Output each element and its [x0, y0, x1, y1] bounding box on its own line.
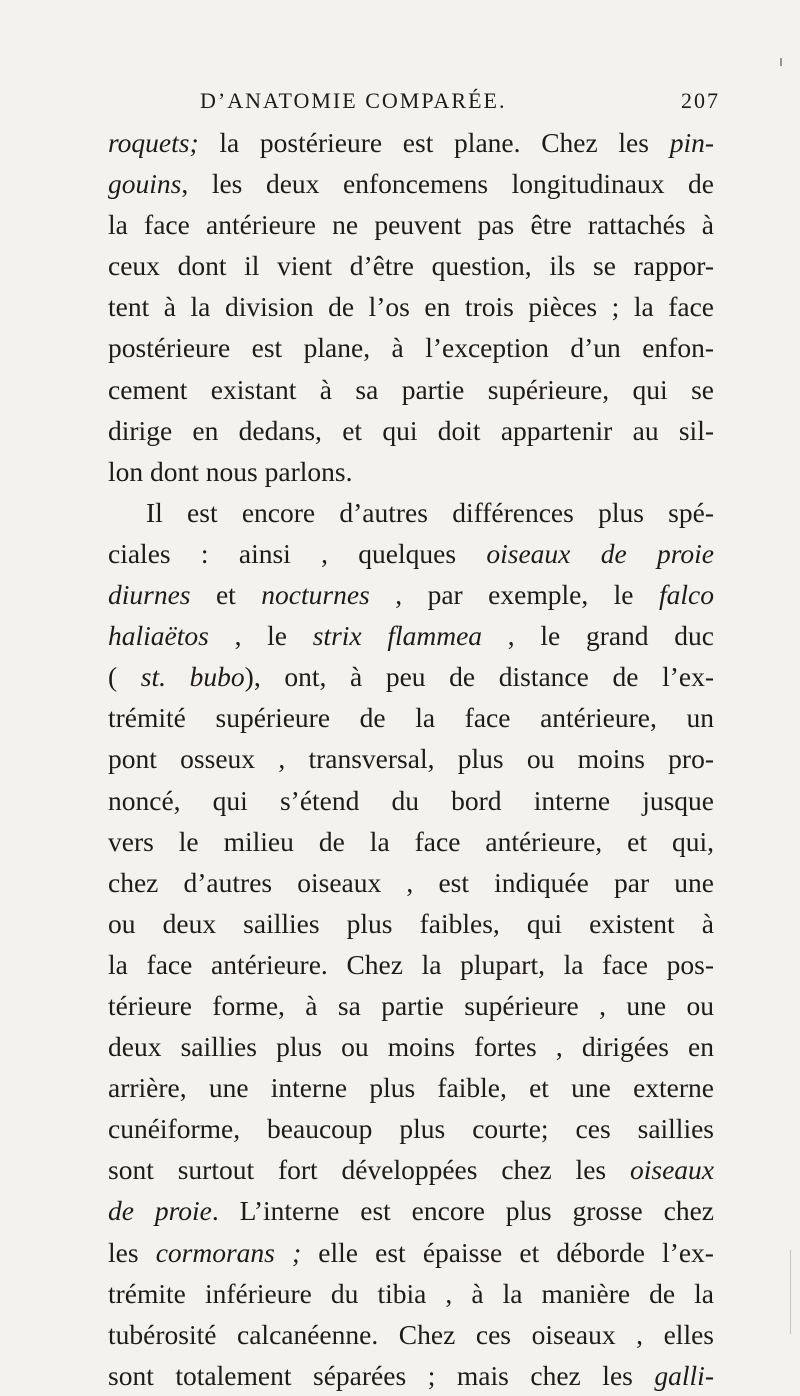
italic-text: cormorans ;	[155, 1236, 302, 1268]
italic-text: falco	[659, 579, 714, 611]
text-run: , le	[208, 620, 313, 652]
text-run: postérieure est plane, à l’exception d’un enfon-	[108, 332, 714, 364]
italic-text: haliaëtos	[108, 620, 209, 652]
text-run: , le grand duc	[482, 620, 714, 652]
text-line	[108, 286, 714, 327]
italic-text: de proie	[108, 1195, 212, 1227]
text-run: deux saillies plus ou moins fortes , dirigées en	[108, 1031, 714, 1063]
text-run: cement existant à sa partie supérieure, qui se	[108, 373, 714, 405]
text-run: la postérieure est plane. Chez les	[198, 127, 670, 158]
text-line	[108, 1190, 714, 1231]
text-run: cunéiforme, beaucoup plus courte; ces saillies	[108, 1113, 714, 1145]
running-title: D’ANATOMIE COMPARÉE.	[200, 88, 507, 113]
page-edge-rule	[790, 1250, 791, 1334]
text-line	[108, 780, 714, 821]
text-run: noncé, qui s’étend du bord interne jusque	[108, 784, 714, 816]
text-run: Il est encore d’autres différences plus spé-	[146, 496, 714, 528]
italic-text: roquets;	[108, 127, 199, 158]
text-run: la face antérieure. Chez la plupart, la face pos-	[108, 948, 714, 980]
text-run: pont osseux , transversal, plus ou moins pro-	[108, 743, 714, 775]
margin-mark	[780, 58, 782, 66]
text-run: la face antérieure ne peuvent pas être rattachés à	[108, 209, 714, 241]
text-line	[108, 697, 714, 738]
text-run: lon dont nous parlons.	[108, 455, 353, 487]
text-line	[108, 533, 714, 574]
text-line	[108, 574, 714, 615]
text-run: elle est épaisse et déborde l’ex-	[301, 1236, 714, 1268]
text-line	[108, 122, 714, 163]
text-run: , les deux enfoncemens longitudinaux de	[181, 168, 714, 200]
text-run: tent à la division de l’os en trois pièces ; la face	[108, 291, 714, 323]
text-run: chez d’autres oiseaux , est indiquée par une	[108, 866, 714, 898]
running-head	[200, 88, 720, 118]
italic-text: strix flammea	[312, 620, 483, 652]
text-line	[108, 903, 714, 944]
text-line	[108, 163, 714, 204]
text-line	[108, 1273, 714, 1314]
text-run: , par exemple, le	[369, 579, 659, 611]
text-line	[108, 410, 714, 451]
text-run: arrière, une interne plus faible, et une externe	[108, 1072, 714, 1104]
text-run: ou deux saillies plus faibles, qui existent à	[108, 907, 714, 939]
text-run: tubérosité calcanéenne. Chez ces oiseaux , elles	[108, 1318, 714, 1350]
text-line	[108, 451, 714, 492]
text-run: sont surtout fort développées chez les	[108, 1154, 630, 1186]
text-run: ), ont, à peu de distance de l’ex-	[244, 661, 714, 693]
text-line	[108, 656, 714, 697]
italic-text: galli-	[654, 1359, 714, 1391]
text-run: les	[108, 1236, 156, 1268]
text-run: et	[190, 579, 262, 611]
text-run: (	[108, 661, 141, 693]
text-line	[108, 985, 714, 1026]
text-line	[108, 1314, 714, 1355]
text-run: . L’interne est encore plus grosse chez	[211, 1195, 714, 1227]
text-line	[108, 327, 714, 368]
italic-text: st. bubo	[140, 661, 245, 693]
text-line	[108, 1067, 714, 1108]
page-number: 207	[681, 88, 720, 113]
italic-text: oiseaux	[629, 1154, 714, 1186]
text-line	[108, 738, 714, 779]
text-line	[108, 1355, 714, 1396]
text-line	[108, 1149, 714, 1190]
text-line	[108, 204, 714, 245]
italic-text: gouins	[108, 168, 182, 200]
text-line	[108, 245, 714, 286]
text-line	[108, 862, 714, 903]
text-run: dirige en dedans, et qui doit appartenir au sil-	[108, 414, 714, 446]
italic-text: pin-	[669, 127, 714, 158]
text-line	[108, 1026, 714, 1067]
text-run: vers le milieu de la face antérieure, et qui,	[108, 825, 714, 857]
text-line	[108, 369, 714, 410]
text-line	[108, 492, 714, 533]
text-line	[108, 821, 714, 862]
text-run: ciales : ainsi , quelques	[108, 537, 487, 569]
italic-text: nocturnes	[261, 579, 370, 611]
italic-text: oiseaux de proie	[486, 537, 714, 569]
text-line	[108, 615, 714, 656]
text-run: sont totalement séparées ; mais chez les	[108, 1359, 655, 1391]
text-run: trémite inférieure du tibia , à la manière de la	[108, 1277, 714, 1309]
body-text	[108, 122, 714, 1396]
text-run: ceux dont il vient d’être question, ils se rappor-	[108, 250, 714, 282]
text-run: trémité supérieure de la face antérieure, un	[108, 702, 714, 734]
text-line	[108, 1108, 714, 1149]
text-line	[108, 1232, 714, 1273]
text-line	[108, 944, 714, 985]
italic-text: diurnes	[108, 579, 191, 611]
text-run: térieure forme, à sa partie supérieure , une ou	[108, 989, 714, 1021]
